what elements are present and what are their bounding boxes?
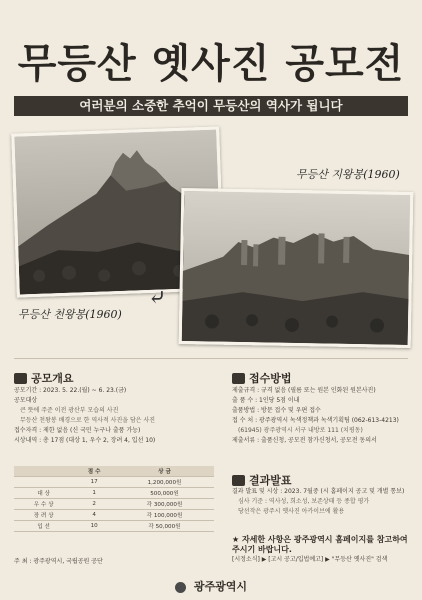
calendar-icon (14, 373, 27, 384)
prize-rank: 우 수 상 (14, 499, 73, 510)
table-row (14, 521, 214, 532)
submission-title: 접수방법 (249, 372, 292, 385)
prize-count: 4 (73, 510, 115, 521)
prize-rank: 대 상 (14, 488, 73, 499)
prize-amount: 각 50,000원 (115, 521, 214, 532)
prize-count: 2 (73, 499, 115, 510)
submission-office: 접 수 처 : 광주광역시 녹색정책과 녹색기획팀 (062-613-4213) (232, 417, 399, 424)
subtitle-banner: 여러분의 소중한 추억이 무등산의 역사가 됩니다 (14, 96, 408, 116)
prize-header-rank (14, 466, 73, 477)
prize-count: 1 (73, 488, 115, 499)
footer (0, 578, 422, 594)
prize-amount: 각 100,000원 (115, 510, 214, 521)
overview-target: 공모대상 (14, 397, 38, 404)
overview-period: 공모기간 : 2023. 5. 22.(월) ~ 6. 23.(금) (14, 387, 127, 394)
photo-jiwangbong-image (182, 191, 411, 345)
submission-method: 출품방법 : 방문 접수 및 우편 접수 (232, 407, 321, 414)
trophy-icon (232, 475, 245, 486)
submission-documents: 제출서류 : 출품신청, 공모전 참가신청서, 공모전 동의서 (232, 437, 377, 444)
footer-org: 광주광역시 (193, 580, 247, 593)
overview-heading (14, 370, 74, 386)
prize-table (14, 466, 214, 532)
table-row (14, 477, 214, 488)
prize-rank: 장 려 상 (14, 510, 73, 521)
caption-jiwangbong: 무등산 지왕봉(1960) (296, 168, 400, 181)
handwritten-arrow-icon: ⤶ (148, 286, 167, 311)
submission-count: 출 품 수 : 1인당 5점 이내 (232, 397, 300, 404)
notice-line3: [시정소식] ▶ [고시 공고/입법예고] ▶ "무등산 옛사진" 검색 (232, 556, 388, 563)
prize-count: 10 (73, 521, 115, 532)
camera-icon (232, 373, 245, 384)
results-title: 결과발표 (249, 474, 292, 487)
notice-box (232, 535, 412, 565)
results-heading (232, 472, 292, 488)
logo-icon (175, 582, 186, 593)
table-row (14, 510, 214, 521)
overview-title: 공모개요 (31, 372, 74, 385)
overview-awards: 시상내역 : 총 17점 (대상 1, 우수 2, 장려 4, 입선 10) (14, 437, 156, 444)
table-row (14, 488, 214, 499)
submission-heading (232, 370, 292, 386)
caption-cheonwangbong: 무등산 천왕봉(1960) (18, 308, 122, 321)
prize-table-header (14, 466, 214, 477)
prize-rank: 입 선 (14, 521, 73, 532)
overview-eligibility: 접수자격 : 제한 없음 (신 국민 누구나 출품 가능) (14, 427, 141, 434)
poster-title: 무등산 옛사진 공모전 (17, 40, 405, 87)
overview-target-sub2: 무등산 천왕봉 배경으로 한 역사적 사진을 담은 사진 (20, 417, 156, 424)
prize-header-amount: 상 금 (115, 466, 214, 477)
notice-line1: ★ 자세한 사항은 광주광역시 홈페이지를 참고하여 (232, 535, 408, 544)
results-criteria: 심사 기준 : 역사성, 희소성, 보존상태 등 종합 평가 (238, 498, 370, 505)
submission-address: (61945) 광주광역시 서구 내방로 111 (치평동) (238, 427, 363, 434)
host-info: 주 최 : 광주광역시, 국립공원 공단 (14, 558, 103, 565)
prize-amount: 1,200,000원 (115, 477, 214, 488)
prize-header-count: 점 수 (73, 466, 115, 477)
submission-format: 제출규격 : 규격 없음 (필름 또는 원본 인화된 원본사진) (232, 387, 376, 394)
results-usage: 당선작은 광주시 옛사진 아카이브에 활용 (238, 508, 345, 515)
prize-amount: 각 300,000원 (115, 499, 214, 510)
prize-amount: 500,000원 (115, 488, 214, 499)
submission-list (232, 386, 412, 446)
table-row (14, 499, 214, 510)
overview-list (14, 386, 214, 446)
prize-rank (14, 477, 73, 488)
notice-line2: 주시기 바랍니다. (232, 545, 292, 554)
results-announcement: 결과 발표 및 시상 : 2023. 7월중 (시 홈페이지 공고 및 개별 통보) (232, 488, 405, 495)
photo-jiwangbong (179, 188, 414, 348)
results-list (232, 487, 412, 517)
prize-count: 17 (73, 477, 115, 488)
overview-target-sub1: 큰 뜻에 주준 이전 광산부 모습의 사진 (20, 407, 119, 414)
section-divider (14, 358, 408, 359)
